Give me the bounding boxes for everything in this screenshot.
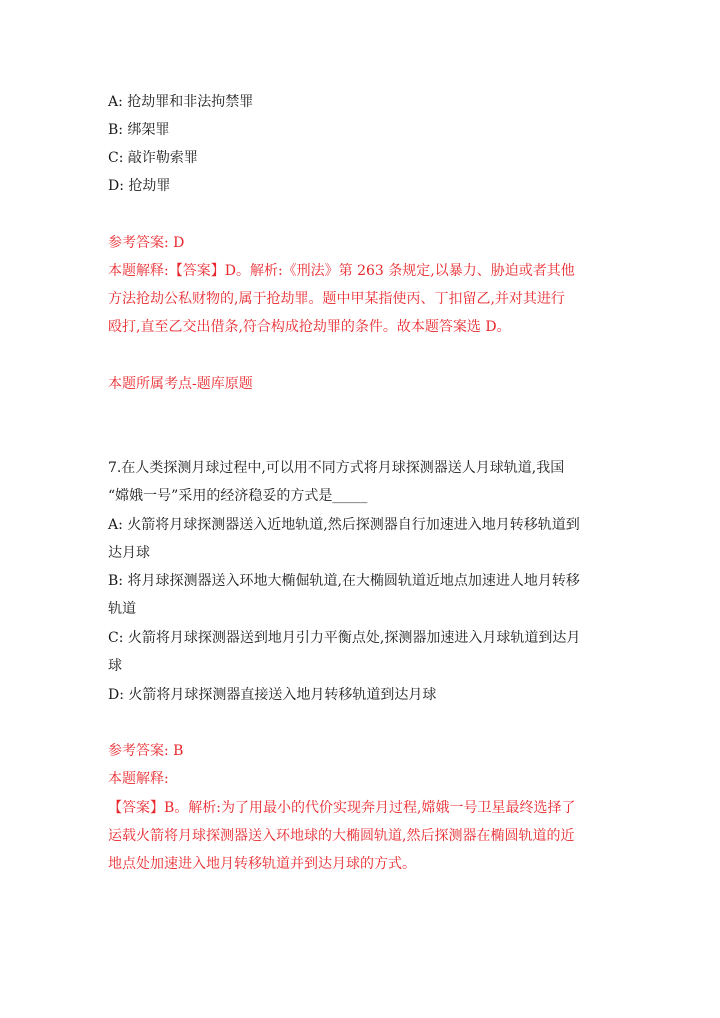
q6-option-c: C: 敲诈勒索罪 <box>108 150 198 166</box>
q7-question-line-1: 7.在人类探测月球过程中,可以用不同方式将月球探测器送人月球轨道,我国 <box>108 460 565 476</box>
q6-option-b: B: 绑架罪 <box>108 122 170 138</box>
q7-explanation-line-2: 运载火箭将月球探测器送入环地球的大椭圆轨道,然后探测器在椭圆轨道的近 <box>108 828 575 844</box>
q7-option-b-line-1: B: 将月球探测器送入环地大椭倔轨道,在大椭圆轨道近地点加速进人地月转移 <box>108 573 580 589</box>
q7-explanation-line-1: 【答案】B。解析:为了用最小的代价实现奔月过程,嫦娥一号卫星最终选择了 <box>108 800 576 816</box>
q7-explanation-line-3: 地点处加速进入地月转移轨道并到达月球的方式。 <box>108 856 416 872</box>
q6-option-d: D: 抢劫罪 <box>108 178 171 194</box>
q7-option-b-line-2: 轨道 <box>108 601 136 617</box>
q6-explanation-line-2: 方法抢劫公私财物的,属于抢劫罪。题中甲某指使丙、丁扣留乙,并对其进行 <box>108 291 565 307</box>
q7-option-d: D: 火箭将月球探测器直接送入地月转移轨道到达月球 <box>108 687 437 703</box>
q6-explanation-line-1: 本题解释:【答案】D。解析:《刑法》第 263 条规定,以暴力、胁迫或者其他 <box>108 263 575 279</box>
q6-option-a: A: 抢劫罪和非法拘禁罪 <box>108 94 254 110</box>
q6-answer: 参考答案: D <box>108 235 185 251</box>
q6-source: 本题所属考点-题库原题 <box>108 376 253 392</box>
q7-explanation-label: 本题解释: <box>108 771 169 787</box>
q7-option-c-line-2: 球 <box>108 658 122 674</box>
q6-explanation-line-3: 殴打,直至乙交出借条,符合构成抢劫罪的条件。故本题答案选 D。 <box>108 319 511 335</box>
q7-option-a-line-2: 达月球 <box>108 545 150 561</box>
q7-option-a-line-1: A: 火箭将月球探测器送入近地轨道,然后探测器自行加速进入地月转移轨道到 <box>108 517 580 533</box>
q7-option-c-line-1: C: 火箭将月球探测器送到地月引力平衡点处,探测器加速进入月球轨道到达月 <box>108 630 581 646</box>
q7-question-line-2: “嫦娥一号”采用的经济稳妥的方式是_____ <box>108 488 368 504</box>
q7-answer: 参考答案: B <box>108 743 184 759</box>
